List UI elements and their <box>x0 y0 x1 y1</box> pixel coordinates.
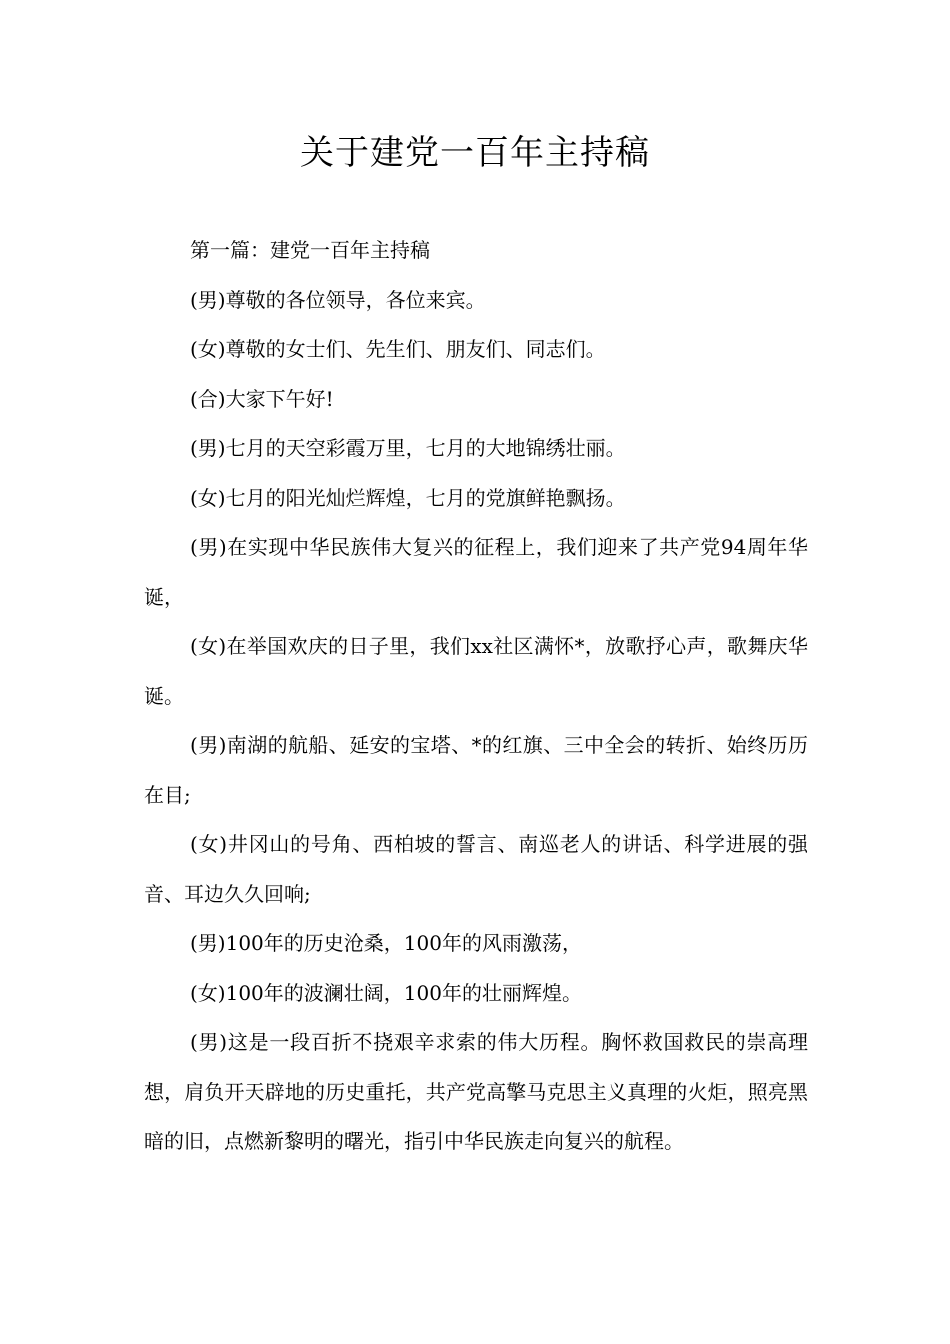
paragraph: (男)尊敬的各位领导，各位来宾。 <box>190 287 486 312</box>
document-title: 关于建党一百年主持稿 <box>300 133 650 173</box>
paragraph: (男)这是一段百折不挠艰辛求索的伟大历程。胸怀救国救民的崇高理想，肩负开天辟地的历史重托，共产党高擎马克思主义真理的火炬，照亮黑暗的旧，点燃新黎明的曙光，指引中华民族走向复兴的航程。 <box>144 1030 808 1153</box>
paragraph: (男)在实现中华民族伟大复兴的征程上，我们迎来了共产党94周年华诞， <box>144 535 808 609</box>
paragraph: (男)100年的历史沧桑，100年的风雨激荡， <box>190 931 582 955</box>
paragraph: 第一篇：建党一百年主持稿 <box>190 238 430 262</box>
paragraph: (女)井冈山的号角、西柏坡的誓言、南巡老人的讲话、科学进展的强音、耳边久久回响; <box>144 832 808 906</box>
paragraph: (合)大家下午好! <box>190 386 334 411</box>
paragraph: (女)七月的阳光灿烂辉煌，七月的党旗鲜艳飘扬。 <box>190 485 626 510</box>
paragraph: (男)七月的天空彩霞万里，七月的大地锦绣壮丽。 <box>190 436 626 460</box>
paragraph: (女)100年的波澜壮阔，100年的壮丽辉煌。 <box>190 980 582 1005</box>
paragraph: (女)尊敬的女士们、先生们、朋友们、同志们。 <box>190 337 606 361</box>
paragraph: (女)在举国欢庆的日子里，我们xx社区满怀*，放歌抒心声，歌舞庆华诞。 <box>144 634 808 708</box>
document-body <box>144 226 808 1167</box>
paragraph: (男)南湖的航船、延安的宝塔、*的红旗、三中全会的转折、始终历历在目; <box>144 733 808 807</box>
